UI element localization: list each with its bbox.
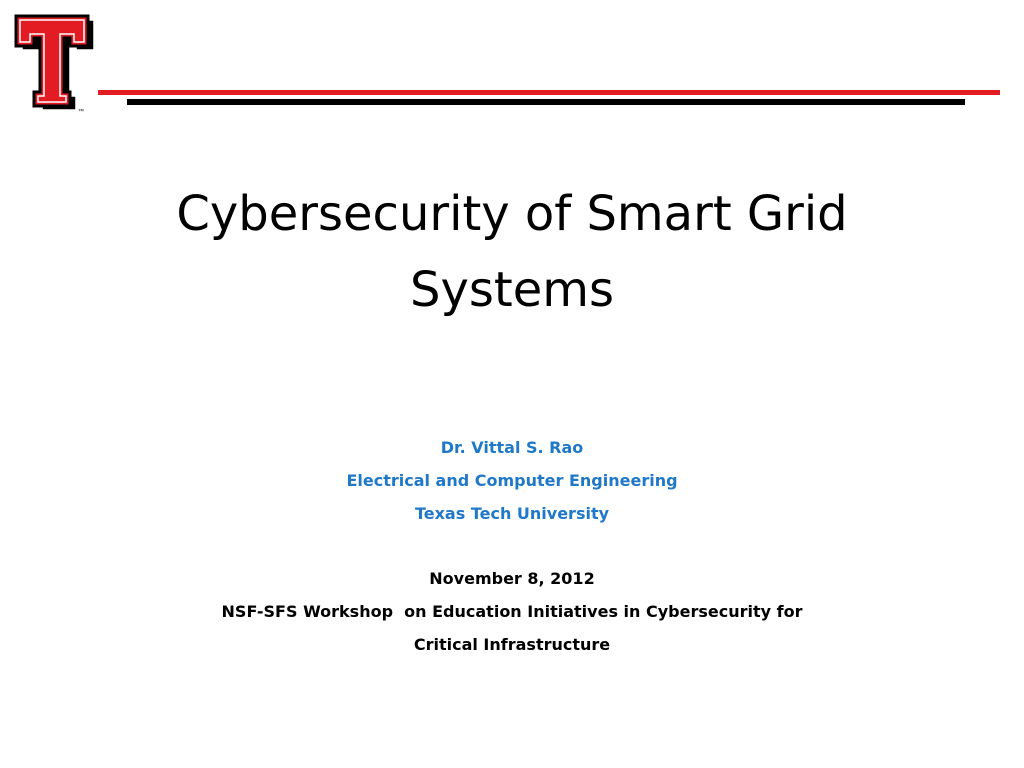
author-university: Texas Tech University: [414, 504, 610, 523]
texas-tech-logo-icon: [14, 14, 98, 114]
author-department: Electrical and Computer Engineering: [346, 471, 678, 490]
slide-title: Cybersecurity of Smart Grid Systems: [176, 186, 848, 318]
event-date: November 8, 2012: [429, 569, 595, 588]
event-title-line-1: NSF-SFS Workshop on Education Initiatives in Cybersecurity for: [221, 602, 803, 621]
event-title-line-2: Critical Infrastructure: [413, 635, 611, 654]
header-red-rule: [98, 90, 1000, 95]
header-black-rule: [127, 99, 965, 105]
author-name: Dr. Vittal S. Rao: [440, 438, 584, 457]
subtitle-spacer: [100, 530, 924, 562]
trademark-mark: ™: [78, 109, 84, 114]
slide-subtitle: [100, 431, 924, 661]
